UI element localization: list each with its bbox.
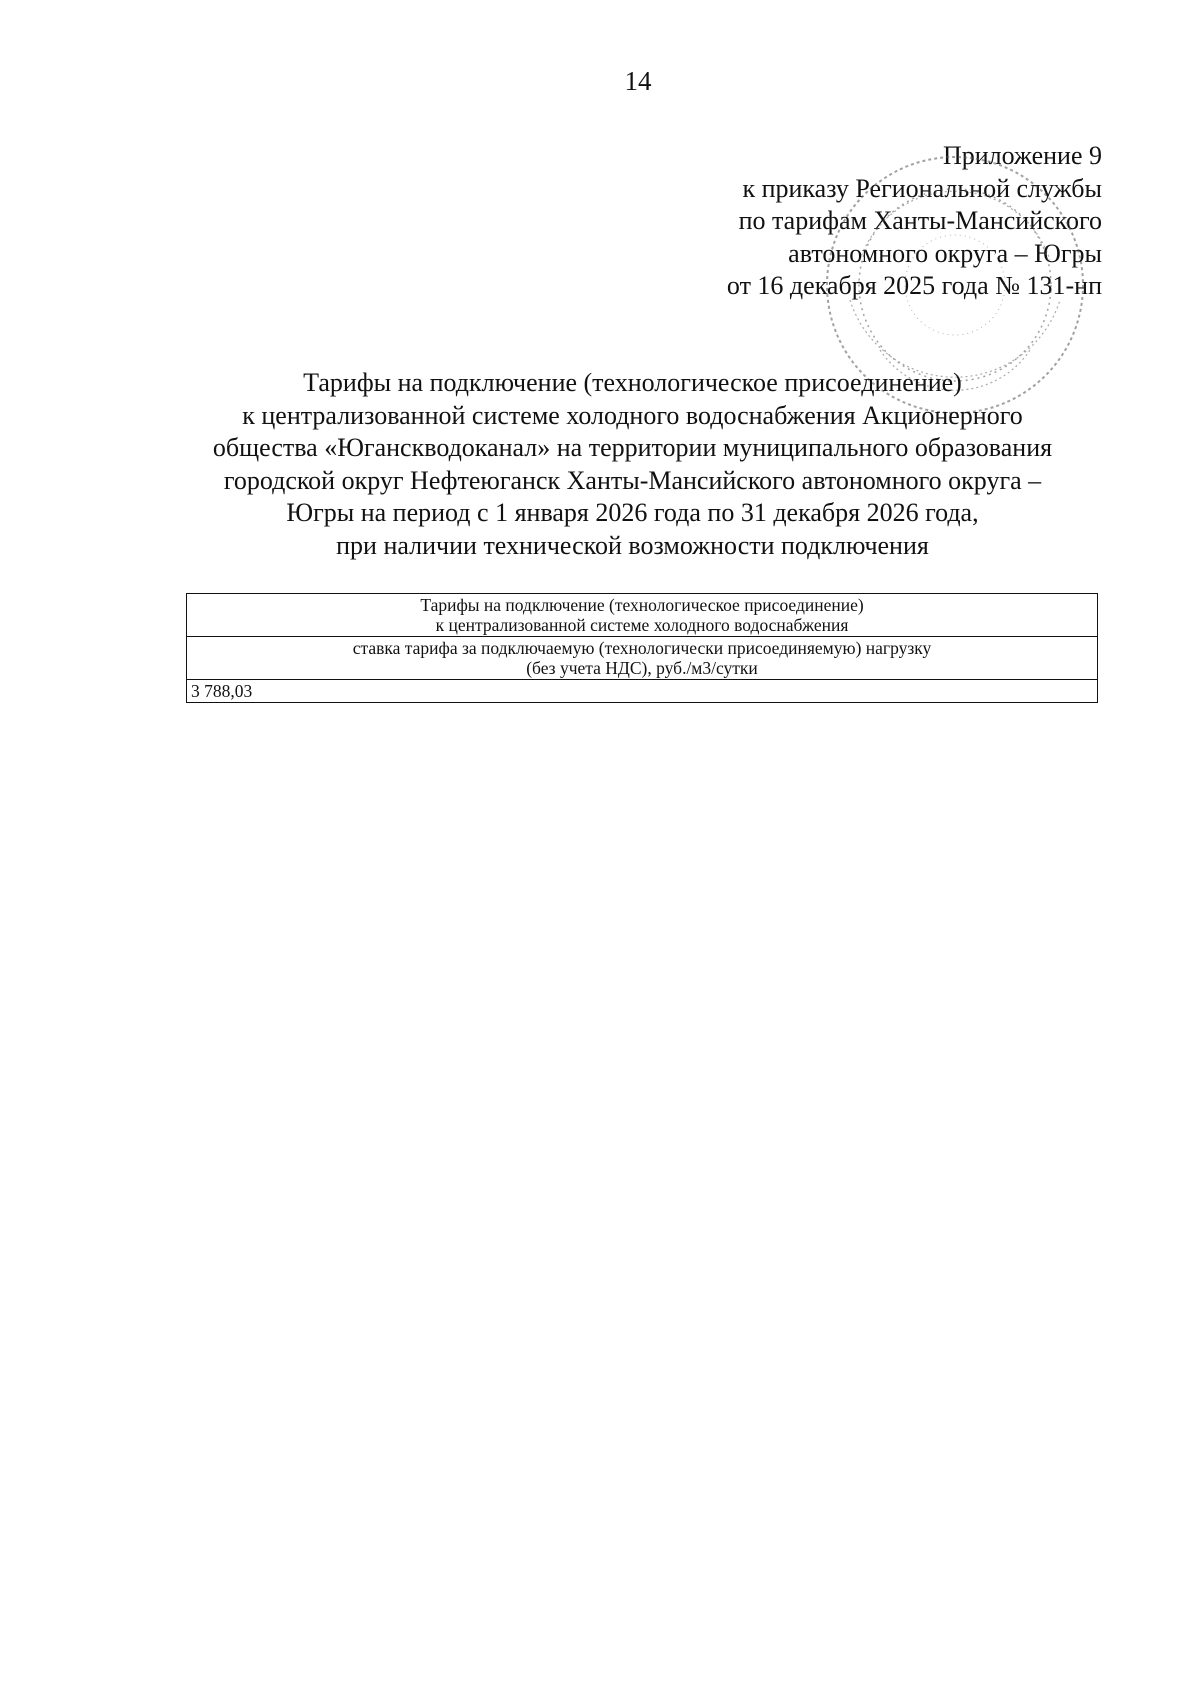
appendix-reference [727, 140, 1102, 303]
title-line: к централизованной системе холодного водоснабжения Акционерного [242, 400, 1023, 430]
table-subheader-cell [187, 637, 1098, 680]
title-line: общества «Юганскводоканал» на территории муниципального образования [212, 433, 1053, 462]
tariff-value-cell: 3 788,03 [187, 680, 1098, 703]
table-row [187, 680, 1098, 703]
table-header-cell [187, 594, 1098, 637]
appendix-line: автономного округа – Югры [788, 238, 1102, 268]
document-title [160, 367, 1105, 562]
title-line: Тарифы на подключение (технологическое присоединение) [303, 368, 962, 397]
table-row [187, 594, 1098, 637]
subheader-line: ставка тарифа за подключаемую (технологически присоединяемую) нагрузку [352, 638, 932, 658]
header-line: Тарифы на подключение (технологическое присоединение) [420, 595, 864, 615]
table-row [187, 637, 1098, 680]
appendix-line: от 16 декабря 2025 года № 131-нп [726, 271, 1102, 300]
tariff-table [186, 593, 1098, 703]
page-number: 14 [624, 66, 652, 96]
header-line: к централизованной системе холодного водоснабжения [435, 615, 849, 635]
appendix-line: Приложение 9 [942, 141, 1102, 170]
title-line: городской округ Нефтеюганск Ханты-Мансийского автономного округа – [223, 465, 1042, 495]
appendix-line: по тарифам Ханты-Мансийского [738, 206, 1102, 235]
title-line: Югры на период с 1 января 2026 года по 31 декабря 2026 года, [286, 498, 979, 527]
appendix-line: к приказу Региональной службы [742, 173, 1102, 203]
subheader-line: (без учета НДС), руб./м3/сутки [526, 658, 758, 678]
title-line: при наличии технической возможности подключения [336, 530, 929, 560]
